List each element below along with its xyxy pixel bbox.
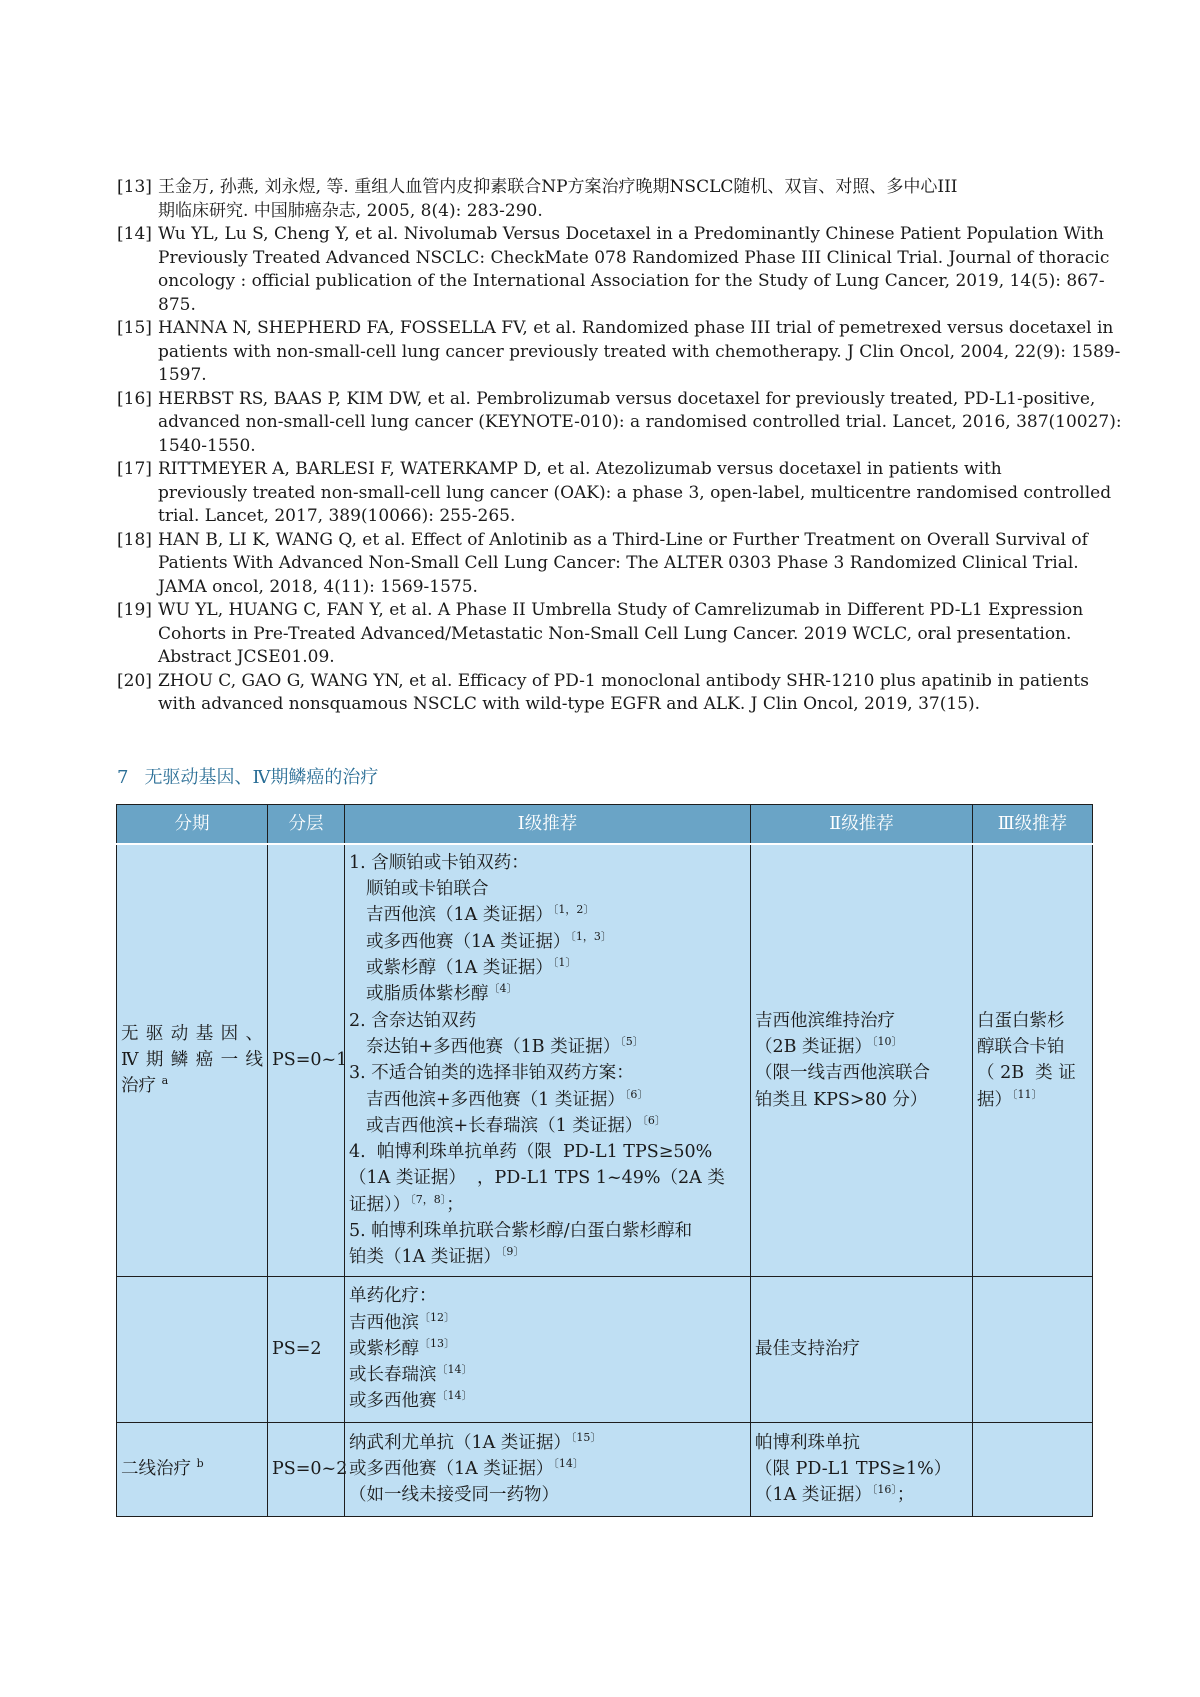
stage-line-text: 治疗 bbox=[121, 1076, 156, 1097]
rec-line bbox=[977, 1087, 1088, 1113]
reference-list bbox=[117, 176, 1122, 717]
citation: 〔14〕 bbox=[436, 1363, 473, 1377]
reference-number: [16] bbox=[117, 388, 152, 409]
rec-line bbox=[755, 1456, 968, 1482]
citation: 〔1，2〕 bbox=[552, 903, 595, 917]
rec-line bbox=[349, 1218, 746, 1244]
citation: 〔16〕 bbox=[871, 1483, 897, 1497]
reference-item bbox=[117, 670, 1097, 717]
reference-item bbox=[117, 388, 1122, 459]
reference-line: Wu YL, Lu S, Cheng Y, et al. Nivolumab Versus Docetaxel in a Predominantly Chinese Patient Population With bbox=[158, 224, 1104, 244]
reference-line: WU YL, HUANG C, FAN Y, et al. A Phase II Umbrella Study of Camrelizumab in Different PD-L1 Expression bbox=[158, 600, 1084, 620]
reference-line: HANNA N, SHEPHERD FA, FOSSELLA FV, et al. Randomized phase III trial of pemetrexed versus docetaxel in bbox=[158, 318, 1114, 338]
reference-item bbox=[117, 529, 1097, 600]
citation: 〔1〕 bbox=[552, 956, 577, 970]
grade1-cell bbox=[345, 1422, 751, 1516]
grade3-cell bbox=[973, 1422, 1093, 1516]
reference-line: ZHOU C, GAO G, WANG YN, et al. Efficacy of PD-1 monoclonal antibody SHR-1210 plus apatinib in patients bbox=[158, 670, 1089, 691]
rec-line bbox=[349, 1008, 746, 1034]
reference-line: 期临床研究. 中国肺癌杂志, 2005, 8(4): 283-290. bbox=[158, 200, 543, 221]
reference-text bbox=[158, 317, 1120, 388]
rec-line bbox=[349, 876, 746, 902]
rec-line bbox=[755, 1034, 968, 1060]
reference-text bbox=[158, 458, 1111, 529]
table-row bbox=[117, 1422, 1093, 1516]
reference-text bbox=[158, 388, 1122, 459]
reference-line: advanced non-small-cell lung cancer (KEYNOTE-010): a randomised controlled trial. Lancet, 2016, 387(10027): bbox=[158, 412, 1122, 432]
rec-text-after: ； bbox=[446, 1194, 464, 1215]
rec-text: 顺铂或卡铂联合 bbox=[366, 879, 489, 900]
reference-item bbox=[117, 317, 1121, 388]
rec-line bbox=[349, 1283, 746, 1309]
rec-line bbox=[349, 1192, 746, 1218]
rec-text: 或多西他赛 bbox=[349, 1391, 437, 1412]
reference-line: Patients With Advanced Non-Small Cell Lung Cancer: The ALTER 0303 Phase 3 Randomized Clinical Trial. bbox=[158, 553, 1079, 573]
reference-number: [18] bbox=[117, 529, 152, 550]
reference-line: 1540-1550. bbox=[158, 435, 256, 456]
rec-text: 吉西他滨 bbox=[349, 1312, 419, 1333]
grade3-cell bbox=[973, 1276, 1093, 1422]
stage-line: 无驱动基因、 bbox=[121, 1023, 263, 1044]
rec-text: 吉西他滨（1A 类证据） bbox=[366, 905, 553, 926]
rec-line bbox=[349, 850, 746, 876]
reference-line: HAN B, LI K, WANG Q, et al. Effect of Anlotinib as a Third-Line or Further Treatment on Overall Survival of bbox=[158, 529, 1088, 550]
citation: 〔13〕 bbox=[419, 1336, 455, 1350]
rec-line bbox=[349, 929, 746, 955]
stage-cell bbox=[117, 1422, 268, 1516]
reference-line: with advanced nonsquamous NSCLC with wild-type EGFR and ALK. J Clin Oncol, 2019, 37(15). bbox=[158, 694, 981, 714]
rec-line bbox=[349, 1139, 746, 1165]
rec-line bbox=[349, 1456, 746, 1482]
reference-line: oncology : official publication of the International Association for the Study of Lung Cancer, 2019, 14(5): 867- bbox=[158, 271, 1105, 291]
rec-text: 铂类且 KPS>80 分） bbox=[755, 1089, 928, 1110]
stage-line bbox=[121, 1073, 263, 1099]
rec-text: （如一线未接受同一药物） bbox=[349, 1485, 559, 1506]
rec-text: （限 PD-L1 TPS≥1%） bbox=[755, 1458, 952, 1479]
citation: 〔10〕 bbox=[872, 1034, 903, 1048]
reference-number: [19] bbox=[117, 600, 152, 620]
citation: 〔1，3〕 bbox=[570, 929, 612, 943]
table-row bbox=[117, 1276, 1093, 1422]
rec-text: 5. 帕博利珠单抗联合紫杉醇/白蛋白紫杉醇和 bbox=[349, 1221, 693, 1242]
rec-text: 单药化疗： bbox=[349, 1286, 437, 1307]
rec-line bbox=[977, 1034, 1088, 1060]
rec-text: 2. 含奈达铂双药 bbox=[349, 1010, 477, 1031]
rec-text: 据） bbox=[977, 1089, 1012, 1110]
reference-line: Cohorts in Pre-Treated Advanced/Metastatic Non-Small Cell Lung Cancer. 2019 WCLC, oral presentation. bbox=[158, 623, 1072, 644]
rec-text: （1A 类证据） bbox=[755, 1485, 872, 1506]
reference-number: [15] bbox=[117, 318, 152, 338]
citation: 〔15〕 bbox=[570, 1430, 602, 1444]
section-number: 7 bbox=[117, 767, 129, 788]
grade1-cell bbox=[345, 844, 751, 1276]
rec-text: 4. 帕博利珠单抗单药（限 PD-L1 TPS≥50% bbox=[349, 1142, 713, 1163]
table-row bbox=[117, 844, 1093, 1276]
rec-text: 奈达铂+多西他赛（1B 类证据） bbox=[366, 1036, 621, 1057]
reference-line: trial. Lancet, 2017, 389(10066): 255-265. bbox=[158, 506, 516, 526]
rec-text: 3. 不适合铂类的选择非铂双药方案： bbox=[349, 1063, 634, 1084]
stage-cell bbox=[117, 1276, 268, 1422]
reference-item bbox=[117, 176, 1097, 223]
citation: 〔7，8〕 bbox=[410, 1192, 447, 1206]
rec-text: 或多西他赛（1A 类证据） bbox=[349, 1458, 554, 1479]
rec-text: 证据）） bbox=[349, 1194, 411, 1215]
reference-line: 875. bbox=[158, 294, 196, 315]
rec-line bbox=[349, 1362, 746, 1388]
reference-text bbox=[158, 223, 1109, 317]
layer-cell: PS=2 bbox=[268, 1276, 345, 1422]
reference-number: [17] bbox=[117, 459, 152, 479]
reference-item bbox=[117, 599, 1097, 670]
citation: 〔9〕 bbox=[500, 1245, 525, 1259]
reference-text bbox=[158, 176, 1097, 223]
reference-line: previously treated non-small-cell lung cancer (OAK): a phase 3, open-label, multicentre randomised controlled bbox=[158, 482, 1112, 503]
stage-text: 二线治疗 bbox=[121, 1458, 191, 1479]
reference-text bbox=[158, 599, 1097, 670]
rec-text: （ 2B 类 证 bbox=[977, 1063, 1076, 1084]
rec-text: 或长春瑞滨 bbox=[349, 1365, 437, 1386]
rec-line bbox=[349, 1388, 746, 1414]
reference-line: RITTMEYER A, BARLESI F, WATERKAMP D, et al. Atezolizumab versus docetaxel in patients with bbox=[158, 459, 1002, 479]
reference-number: [13] bbox=[117, 177, 152, 197]
rec-text: （限一线吉西他滨联合 bbox=[755, 1063, 930, 1084]
rec-line bbox=[349, 1034, 746, 1060]
citation: 〔6〕 bbox=[642, 1113, 666, 1127]
grade2-cell bbox=[751, 844, 973, 1276]
citation: 〔6〕 bbox=[624, 1087, 649, 1101]
grade2-cell bbox=[751, 1422, 973, 1516]
rec-text: 纳武利尤单抗（1A 类证据） bbox=[349, 1432, 571, 1453]
layer-cell: PS=0~1 bbox=[268, 844, 345, 1276]
grade1-cell bbox=[345, 1276, 751, 1422]
citation: 〔14〕 bbox=[553, 1456, 584, 1470]
reference-item bbox=[117, 458, 1112, 529]
recommendation-table bbox=[116, 804, 1093, 1517]
citation: 〔4〕 bbox=[488, 982, 518, 996]
rec-text: 帕博利珠单抗 bbox=[755, 1432, 860, 1453]
reference-line: Abstract JCSE01.09. bbox=[158, 647, 335, 667]
rec-line bbox=[755, 1008, 968, 1034]
grade2-cell: 最佳支持治疗 bbox=[751, 1276, 973, 1422]
rec-text: 铂类（1A 类证据） bbox=[349, 1247, 501, 1268]
rec-text: 白蛋白紫杉 bbox=[977, 1010, 1065, 1031]
rec-line bbox=[349, 1087, 746, 1113]
reference-line: 1597. bbox=[158, 365, 207, 385]
reference-item bbox=[117, 223, 1110, 317]
rec-line bbox=[349, 1430, 746, 1456]
reference-line: HERBST RS, BAAS P, KIM DW, et al. Pembrolizumab versus docetaxel for previously treated, PD-L1-positive, bbox=[158, 388, 1096, 409]
citation: 〔14〕 bbox=[436, 1389, 473, 1403]
section-title: 无驱动基因、Ⅳ期鳞癌的治疗 bbox=[144, 767, 379, 788]
citation: 〔5〕 bbox=[620, 1034, 644, 1048]
rec-text: 醇联合卡铂 bbox=[977, 1036, 1065, 1057]
rec-text: 或紫杉醇（1A 类证据） bbox=[366, 958, 553, 979]
rec-text: （1A 类证据） ，PD-L1 TPS 1~49%（2A 类 bbox=[349, 1168, 725, 1189]
reference-text bbox=[158, 670, 1097, 717]
rec-line bbox=[977, 1060, 1088, 1086]
citation: 〔11〕 bbox=[1012, 1087, 1043, 1101]
reference-line: patients with non-small-cell lung cancer previously treated with chemotherapy. J Clin Oncol, 2004, 22(9): 1589- bbox=[158, 341, 1121, 362]
rec-line bbox=[755, 1087, 968, 1113]
reference-text bbox=[158, 529, 1097, 600]
header-layer: 分层 bbox=[268, 805, 345, 845]
rec-text: 1. 含顺铂或卡铂双药： bbox=[349, 852, 529, 873]
rec-line bbox=[349, 1336, 746, 1362]
reference-line: Previously Treated Advanced NSCLC: CheckMate 078 Randomized Phase III Clinical Trial. Journal of thoracic bbox=[158, 247, 1110, 268]
header-grade3: Ⅲ级推荐 bbox=[973, 805, 1093, 845]
rec-line bbox=[349, 955, 746, 981]
rec-line bbox=[349, 1310, 746, 1336]
rec-line bbox=[349, 1165, 746, 1191]
citation: 〔12〕 bbox=[419, 1310, 455, 1324]
stage-cell bbox=[117, 844, 268, 1276]
rec-text: 吉西他滨维持治疗 bbox=[755, 1010, 895, 1031]
reference-number: [14] bbox=[117, 224, 152, 244]
rec-text: 或多西他赛（1A 类证据） bbox=[366, 931, 571, 952]
reference-number: [20] bbox=[117, 670, 152, 691]
rec-text: 或脂质体紫杉醇 bbox=[366, 984, 489, 1005]
rec-line bbox=[755, 1060, 968, 1086]
reference-line: JAMA oncol, 2018, 4(11): 1569-1575. bbox=[158, 576, 478, 597]
stage-line: Ⅳ期鳞癌一线 bbox=[121, 1050, 263, 1071]
rec-text-after: ； bbox=[896, 1485, 915, 1506]
rec-text: 或吉西他滨+长春瑞滨（1 类证据） bbox=[366, 1115, 643, 1136]
footnote-marker: a bbox=[161, 1074, 169, 1088]
reference-line: 王金万, 孙燕, 刘永煜, 等. 重组人血管内皮抑素联合NP方案治疗晚期NSCLC随机、双盲、对照、多中心III bbox=[158, 177, 958, 197]
rec-line bbox=[349, 1113, 746, 1139]
rec-line bbox=[349, 1060, 746, 1086]
rec-line bbox=[755, 1430, 968, 1456]
header-stage: 分期 bbox=[117, 805, 268, 845]
grade3-cell bbox=[973, 844, 1093, 1276]
rec-line bbox=[349, 981, 746, 1007]
layer-cell: PS=0~2 bbox=[268, 1422, 345, 1516]
table-header-row bbox=[117, 805, 1093, 845]
section-heading bbox=[117, 763, 378, 789]
footnote-marker: b bbox=[196, 1456, 204, 1470]
rec-line bbox=[349, 1482, 746, 1508]
rec-line bbox=[349, 1244, 746, 1270]
rec-text: 吉西他滨+多西他赛（1 类证据） bbox=[366, 1089, 625, 1110]
rec-line bbox=[349, 902, 746, 928]
rec-text: 或紫杉醇 bbox=[349, 1338, 419, 1359]
rec-line bbox=[977, 1008, 1088, 1034]
rec-text: （2B 类证据） bbox=[755, 1036, 873, 1057]
rec-line bbox=[755, 1482, 968, 1508]
header-grade1: Ⅰ级推荐 bbox=[345, 805, 751, 845]
header-grade2: Ⅱ级推荐 bbox=[751, 805, 973, 845]
